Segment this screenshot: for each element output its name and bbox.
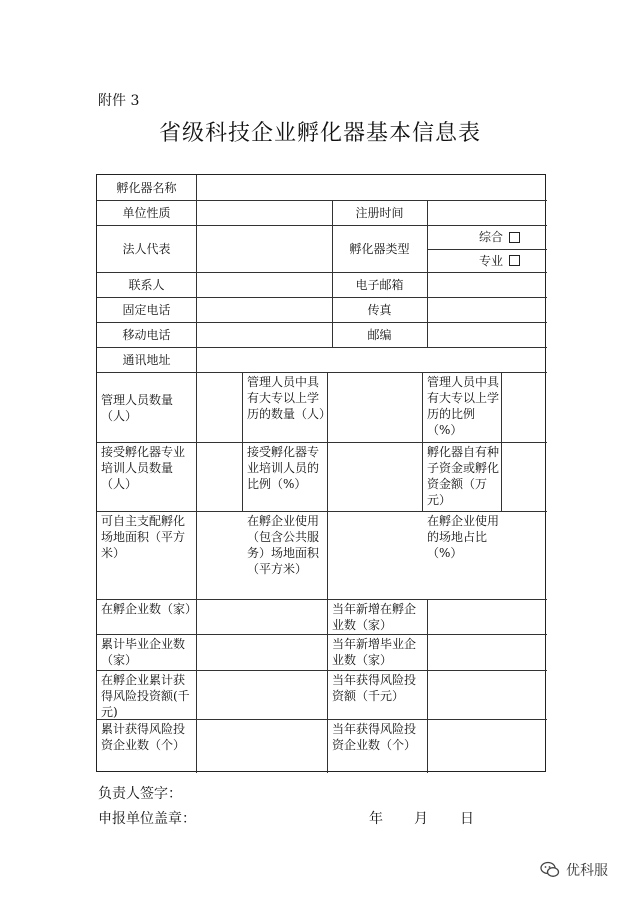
contact-label: 联系人 — [128, 277, 165, 292]
year-vc-count-label: 当年获得风险投资企业数（个） — [332, 722, 417, 752]
type-option-label: 综合 — [478, 230, 503, 244]
wechat-icon — [540, 861, 560, 879]
training-ratio-field[interactable] — [328, 442, 422, 511]
signature-label: 负责人签字： — [98, 786, 182, 802]
type-option-comprehensive[interactable] — [428, 225, 547, 249]
mgmt-count-label: 管理人员数量（人） — [101, 393, 174, 423]
register-time-field[interactable] — [428, 200, 547, 225]
new-incubating-label: 当年新增在孵企业数（家） — [332, 602, 417, 632]
type-option-specialized[interactable] — [428, 249, 547, 272]
seed-fund-label: 孵化器自有种子资金或孵化资金额（万元） — [427, 445, 500, 507]
seal-label: 申报单位盖章： — [98, 811, 196, 827]
incubator-name-label: 孵化器名称 — [116, 180, 177, 195]
contact-field[interactable] — [197, 272, 332, 297]
checkbox[interactable] — [509, 255, 520, 266]
mgmt-degree-ratio-field[interactable] — [502, 372, 547, 442]
training-count-label: 接受孵化器专业培训人员数量（人） — [101, 445, 186, 491]
legal-rep-label: 法人代表 — [122, 241, 171, 256]
used-area-ratio-field[interactable] — [502, 511, 547, 599]
watermark — [540, 860, 608, 880]
watermark-text: 优科服 — [566, 863, 608, 879]
landline-label: 固定电话 — [122, 302, 171, 317]
email-label: 电子邮箱 — [355, 277, 404, 292]
page-title: 省级科技企业孵化器基本信息表 — [158, 121, 481, 146]
year-vc-amount-label: 当年获得风险投资额（千元） — [332, 673, 417, 703]
seed-fund-field[interactable] — [502, 442, 547, 511]
attachment-label: 附件 3 — [98, 93, 140, 109]
unit-nature-label: 单位性质 — [122, 205, 171, 220]
register-time-label: 注册时间 — [355, 205, 404, 220]
mgmt-count-field[interactable] — [197, 372, 242, 442]
training-ratio-label: 接受孵化器专业培训人员的比例（%） — [247, 445, 320, 491]
address-field[interactable] — [197, 347, 547, 372]
graduated-count-field[interactable] — [197, 634, 327, 670]
new-incubating-field[interactable] — [428, 599, 547, 634]
graduated-count-label: 累计毕业企业数（家） — [101, 637, 186, 667]
mgmt-degree-count-field[interactable] — [328, 372, 422, 442]
info-table — [96, 174, 546, 772]
date-year-label: 年 — [369, 811, 383, 827]
used-area-label: 在孵企业使用（包含公共服务）场地面积（平方米） — [247, 514, 320, 576]
vc-amount-field[interactable] — [197, 670, 327, 719]
mgmt-degree-ratio-label: 管理人员中具有大专以上学历的比例（%） — [427, 375, 500, 437]
incubating-count-label: 在孵企业数（家） — [101, 602, 198, 616]
training-count-field[interactable] — [197, 442, 242, 511]
fax-label: 传真 — [367, 302, 392, 317]
type-option-label: 专业 — [478, 253, 503, 268]
area-field[interactable] — [197, 511, 242, 599]
mgmt-degree-count-label: 管理人员中具有大专以上学历的数量（人） — [247, 375, 332, 421]
year-vc-amount-field[interactable] — [428, 670, 547, 719]
legal-rep-field[interactable] — [197, 225, 332, 272]
used-area-ratio-label: 在孵企业使用的场地占比（%） — [427, 514, 500, 560]
vc-count-field[interactable] — [197, 719, 327, 773]
email-field[interactable] — [428, 272, 547, 297]
landline-field[interactable] — [197, 297, 332, 322]
vc-amount-label: 在孵企业累计获得风险投资额(千元) — [101, 673, 190, 719]
mobile-label: 移动电话 — [122, 327, 171, 342]
mobile-field[interactable] — [197, 322, 332, 347]
date-day-label: 日 — [460, 811, 474, 827]
address-label: 通讯地址 — [122, 352, 171, 367]
checkbox[interactable] — [509, 232, 520, 243]
area-label: 可自主支配孵化场地面积（平方米） — [101, 514, 186, 560]
new-graduated-label: 当年新增毕业企业数（家） — [332, 637, 417, 667]
incubating-count-field[interactable] — [197, 599, 327, 634]
date-month-label: 月 — [414, 811, 428, 827]
new-graduated-field[interactable] — [428, 634, 547, 670]
vc-count-label: 累计获得风险投资企业数（个） — [101, 722, 186, 752]
unit-nature-field[interactable] — [197, 200, 332, 225]
incubator-type-label: 孵化器类型 — [349, 241, 410, 256]
fax-field[interactable] — [428, 297, 547, 322]
postcode-field[interactable] — [428, 322, 547, 347]
used-area-field[interactable] — [328, 511, 422, 599]
postcode-label: 邮编 — [367, 327, 392, 342]
year-vc-count-field[interactable] — [428, 719, 547, 773]
incubator-name-field[interactable] — [197, 175, 547, 200]
